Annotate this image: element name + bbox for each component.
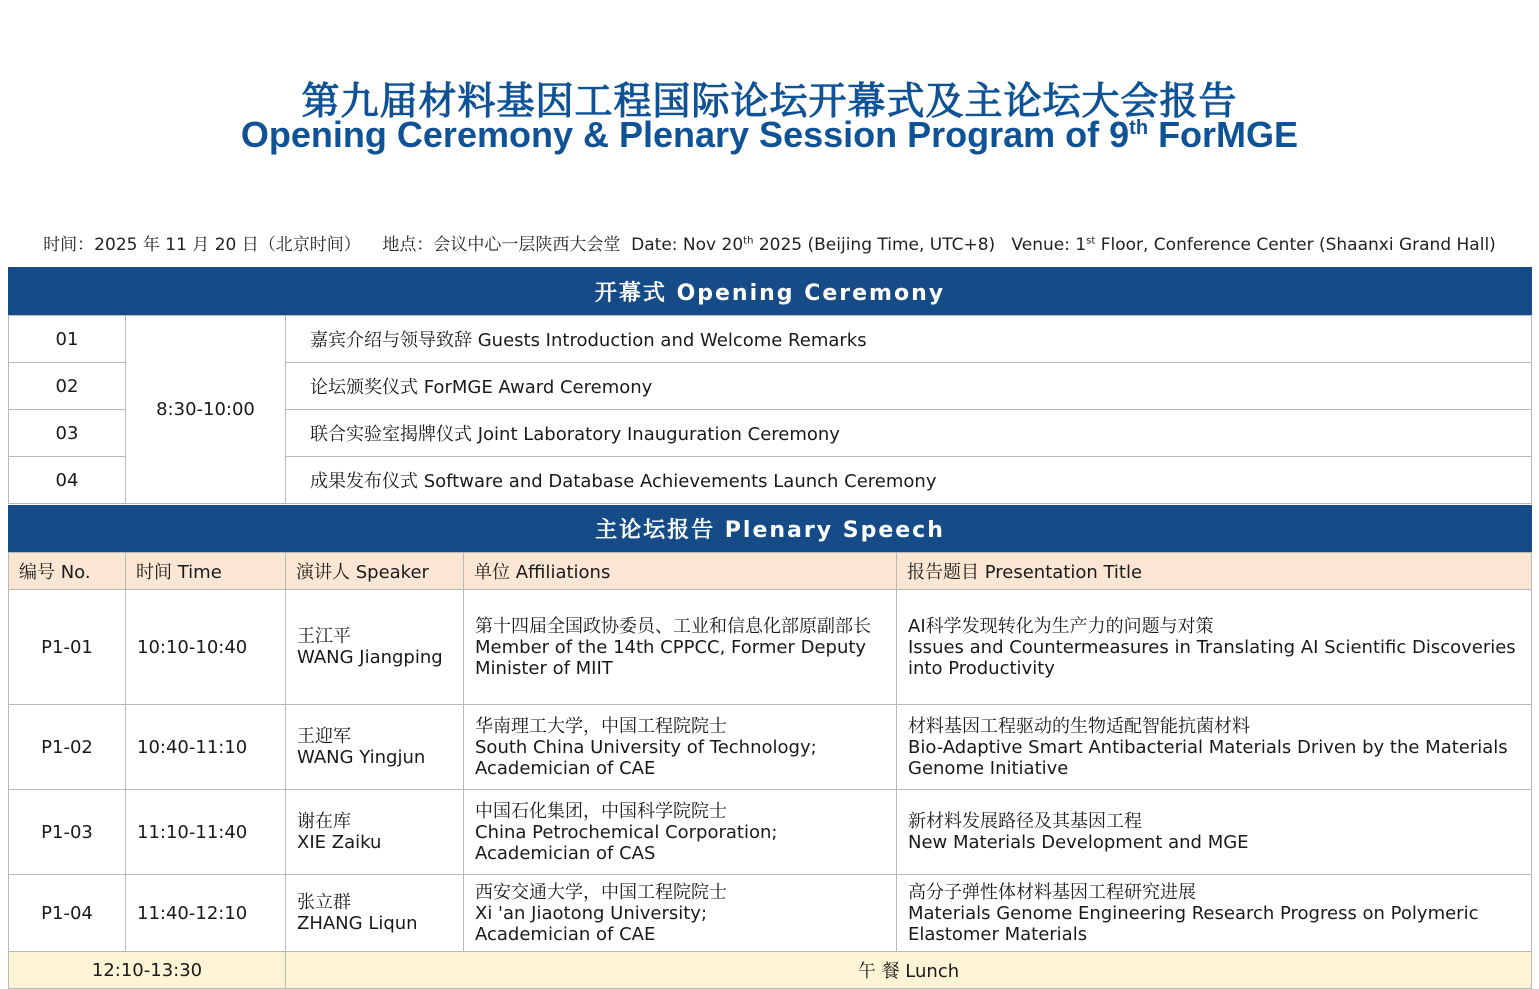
speaker-zh: 张立群 bbox=[297, 892, 351, 913]
lunch-label: 午 餐 Lunch bbox=[286, 952, 1532, 989]
talk-no: P1-02 bbox=[9, 705, 126, 790]
opening-desc: 成果发布仪式 Software and Database Achievements Launch Ceremony bbox=[286, 457, 1532, 504]
speaker-zh: 王迎军 bbox=[297, 726, 351, 747]
presentation-title bbox=[897, 705, 1532, 790]
affiliation-line: Academician of CAE bbox=[475, 757, 656, 779]
title-line: AI科学发现转化为生产力的问题与对策 bbox=[908, 615, 1214, 637]
page-title-en bbox=[0, 114, 1539, 156]
opening-time: 8:30-10:00 bbox=[126, 316, 286, 504]
date-en: Date: Nov 20 bbox=[631, 235, 744, 255]
affiliation bbox=[464, 705, 897, 790]
title-line: 材料基因工程驱动的生物适配智能抗菌材料 bbox=[908, 715, 1250, 737]
column-header-no: 编号 No. bbox=[9, 553, 126, 590]
speaker-en: WANG Yingjun bbox=[297, 747, 426, 768]
venue-zh: 地点：会议中心一层陕西大会堂 bbox=[382, 235, 621, 255]
table-row bbox=[9, 705, 1532, 790]
opening-ceremony-header: 开幕式 Opening Ceremony bbox=[8, 267, 1532, 315]
title-line: into Productivity bbox=[908, 657, 1055, 679]
venue-en-tail: Floor, Conference Center (Shaanxi Grand Hall) bbox=[1095, 235, 1496, 255]
talk-no: P1-03 bbox=[9, 790, 126, 875]
title-line: 新材料发展路径及其基因工程 bbox=[908, 811, 1142, 832]
talk-time: 10:40-11:10 bbox=[126, 705, 286, 790]
title-line: Materials Genome Engineering Research Progress on Polymeric bbox=[908, 902, 1479, 924]
table-row bbox=[9, 316, 1532, 363]
speaker bbox=[286, 590, 464, 705]
speaker bbox=[286, 790, 464, 875]
column-header-title: 报告题目 Presentation Title bbox=[897, 553, 1532, 590]
opening-desc: 联合实验室揭牌仪式 Joint Laboratory Inauguration Ceremony bbox=[286, 410, 1532, 457]
lunch-row bbox=[9, 952, 1532, 989]
column-header-affiliations: 单位 Affiliations bbox=[464, 553, 897, 590]
affiliation bbox=[464, 790, 897, 875]
title-line: Issues and Countermeasures in Translating AI Scientific Discoveries bbox=[908, 636, 1516, 658]
date-en-sup: th bbox=[743, 235, 754, 247]
speaker-zh: 谢在库 bbox=[297, 811, 351, 832]
title-line: Bio-Adaptive Smart Antibacterial Materials Driven by the Materials bbox=[908, 736, 1508, 758]
affiliation-line: 西安交通大学，中国工程院院士 bbox=[475, 881, 727, 903]
affiliation-line: Academician of CAE bbox=[475, 923, 656, 945]
affiliation-line: 中国石化集团，中国科学院院士 bbox=[475, 800, 727, 822]
opening-no: 02 bbox=[9, 363, 126, 410]
title-en-sup: th bbox=[1129, 117, 1149, 139]
affiliation-line: Member of the 14th CPPCC, Former Deputy bbox=[475, 636, 867, 658]
speaker-en: ZHANG Liqun bbox=[297, 913, 418, 934]
column-header-speaker: 演讲人 Speaker bbox=[286, 553, 464, 590]
page-title-zh: 第九届材料基因工程国际论坛开幕式及主论坛大会报告 bbox=[301, 79, 1238, 123]
presentation-title bbox=[897, 790, 1532, 875]
event-info-line bbox=[0, 230, 1539, 255]
affiliation-line: 第十四届全国政协委员、工业和信息化部原副部长 bbox=[475, 615, 871, 637]
affiliation bbox=[464, 590, 897, 705]
opening-desc: 嘉宾介绍与领导致辞 Guests Introduction and Welcome Remarks bbox=[286, 316, 1532, 363]
affiliation-line: Academician of CAS bbox=[475, 842, 656, 864]
title-line: New Materials Development and MGE bbox=[908, 832, 1249, 853]
talk-time: 11:40-12:10 bbox=[126, 875, 286, 952]
title-line: Elastomer Materials bbox=[908, 923, 1088, 945]
affiliation-line: Xi 'an Jiaotong University; bbox=[475, 902, 708, 924]
table-row bbox=[9, 875, 1532, 952]
opening-no: 03 bbox=[9, 410, 126, 457]
venue-en: Venue: 1 bbox=[1011, 235, 1087, 255]
time-zh: 时间：2025 年 11 月 20 日（北京时间） bbox=[43, 235, 361, 255]
date-en-tail: 2025 (Beijing Time, UTC+8) bbox=[753, 235, 996, 255]
opening-no: 01 bbox=[9, 316, 126, 363]
talk-no: P1-01 bbox=[9, 590, 126, 705]
affiliation-line: China Petrochemical Corporation; bbox=[475, 821, 778, 843]
title-line: Genome Initiative bbox=[908, 757, 1069, 779]
title-en-main: Opening Ceremony & Plenary Session Program of 9 bbox=[240, 114, 1130, 155]
table-row bbox=[9, 790, 1532, 875]
speaker bbox=[286, 705, 464, 790]
affiliation-line: Minister of MIIT bbox=[475, 657, 613, 679]
title-line: 高分子弹性体材料基因工程研究进展 bbox=[908, 881, 1196, 903]
opening-no: 04 bbox=[9, 457, 126, 504]
speaker-zh: 王江平 bbox=[297, 626, 351, 647]
plenary-table bbox=[8, 552, 1532, 989]
title-en-tail: ForMGE bbox=[1148, 114, 1299, 155]
speaker-en: XIE Zaiku bbox=[297, 832, 382, 853]
plenary-header-row bbox=[9, 553, 1532, 590]
opening-desc: 论坛颁奖仪式 ForMGE Award Ceremony bbox=[286, 363, 1532, 410]
speaker bbox=[286, 875, 464, 952]
talk-time: 10:10-10:40 bbox=[126, 590, 286, 705]
affiliation bbox=[464, 875, 897, 952]
affiliation-line: South China University of Technology; bbox=[475, 736, 817, 758]
table-row bbox=[9, 590, 1532, 705]
column-header-time: 时间 Time bbox=[126, 553, 286, 590]
speaker-en: WANG Jiangping bbox=[297, 647, 443, 668]
opening-table bbox=[8, 315, 1532, 504]
talk-time: 11:10-11:40 bbox=[126, 790, 286, 875]
presentation-title bbox=[897, 875, 1532, 952]
plenary-speech-header: 主论坛报告 Plenary Speech bbox=[8, 505, 1532, 552]
talk-no: P1-04 bbox=[9, 875, 126, 952]
affiliation-line: 华南理工大学，中国工程院院士 bbox=[475, 715, 727, 737]
lunch-time: 12:10-13:30 bbox=[9, 952, 286, 989]
venue-en-sup: st bbox=[1086, 235, 1096, 247]
presentation-title bbox=[897, 590, 1532, 705]
